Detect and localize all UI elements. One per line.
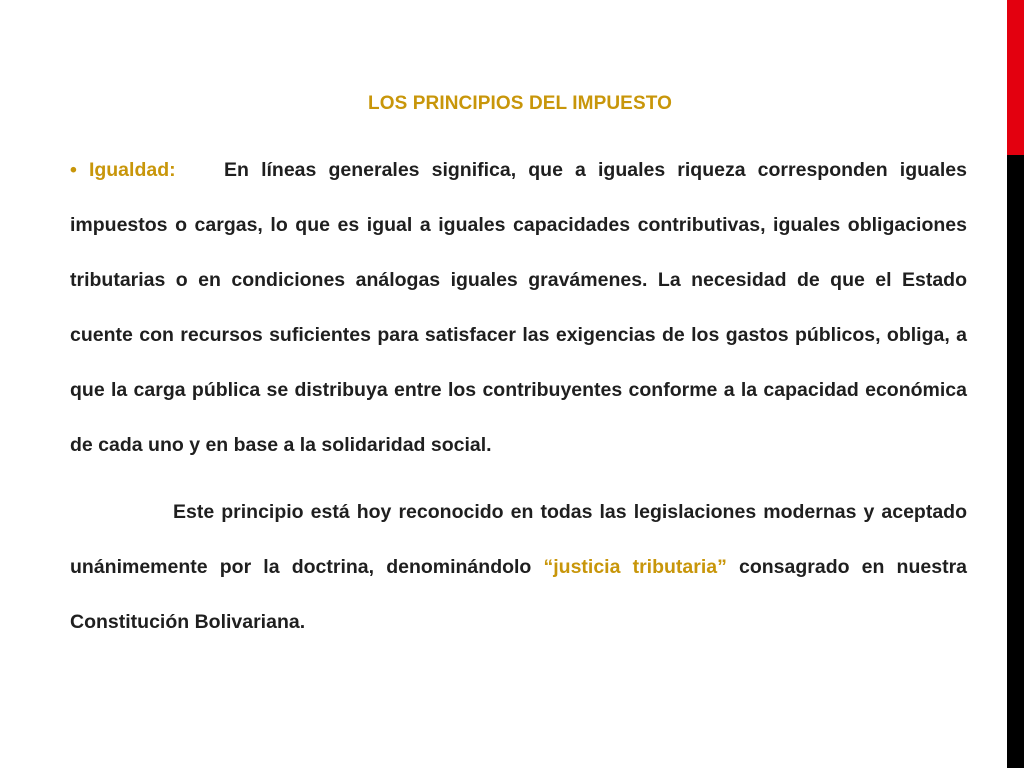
side-bar-red — [1007, 0, 1024, 155]
paragraph-principio — [70, 485, 967, 650]
paragraph2-text-before: Este principio está hoy reconocido en todas las legislaciones modernas y aceptado unánimemente por la doctrina, denominándolo — [70, 501, 967, 578]
term-igualdad: Igualdad: — [88, 159, 176, 181]
slide-title: LOS PRINCIPIOS DEL IMPUESTO — [368, 93, 672, 114]
slide-body — [70, 143, 967, 650]
paragraph1-text: En líneas generales significa, que a iguales riqueza corresponden iguales impuestos o cargas, lo que es igual a iguales capacidades contributivas, iguales obligaciones tributarias o en condiciones análogas iguales gravámenes. La necesidad de que el Estado cuente con recursos suficientes para satisfacer las exigencias de los gastos públicos, obliga, a que la carga pública se distribuya entre los contribuyentes conforme a la capacidad económica de cada uno y en base a la solidaridad social. — [70, 159, 967, 456]
paragraph2-text-after: consagrado en nuestra Constitución Bolivariana. — [70, 556, 968, 633]
justicia-tributaria-highlight: “justicia tributaria” — [543, 556, 727, 578]
paragraph-igualdad — [70, 143, 967, 473]
side-bar-black — [1007, 155, 1024, 768]
bullet-icon: • — [70, 159, 77, 181]
